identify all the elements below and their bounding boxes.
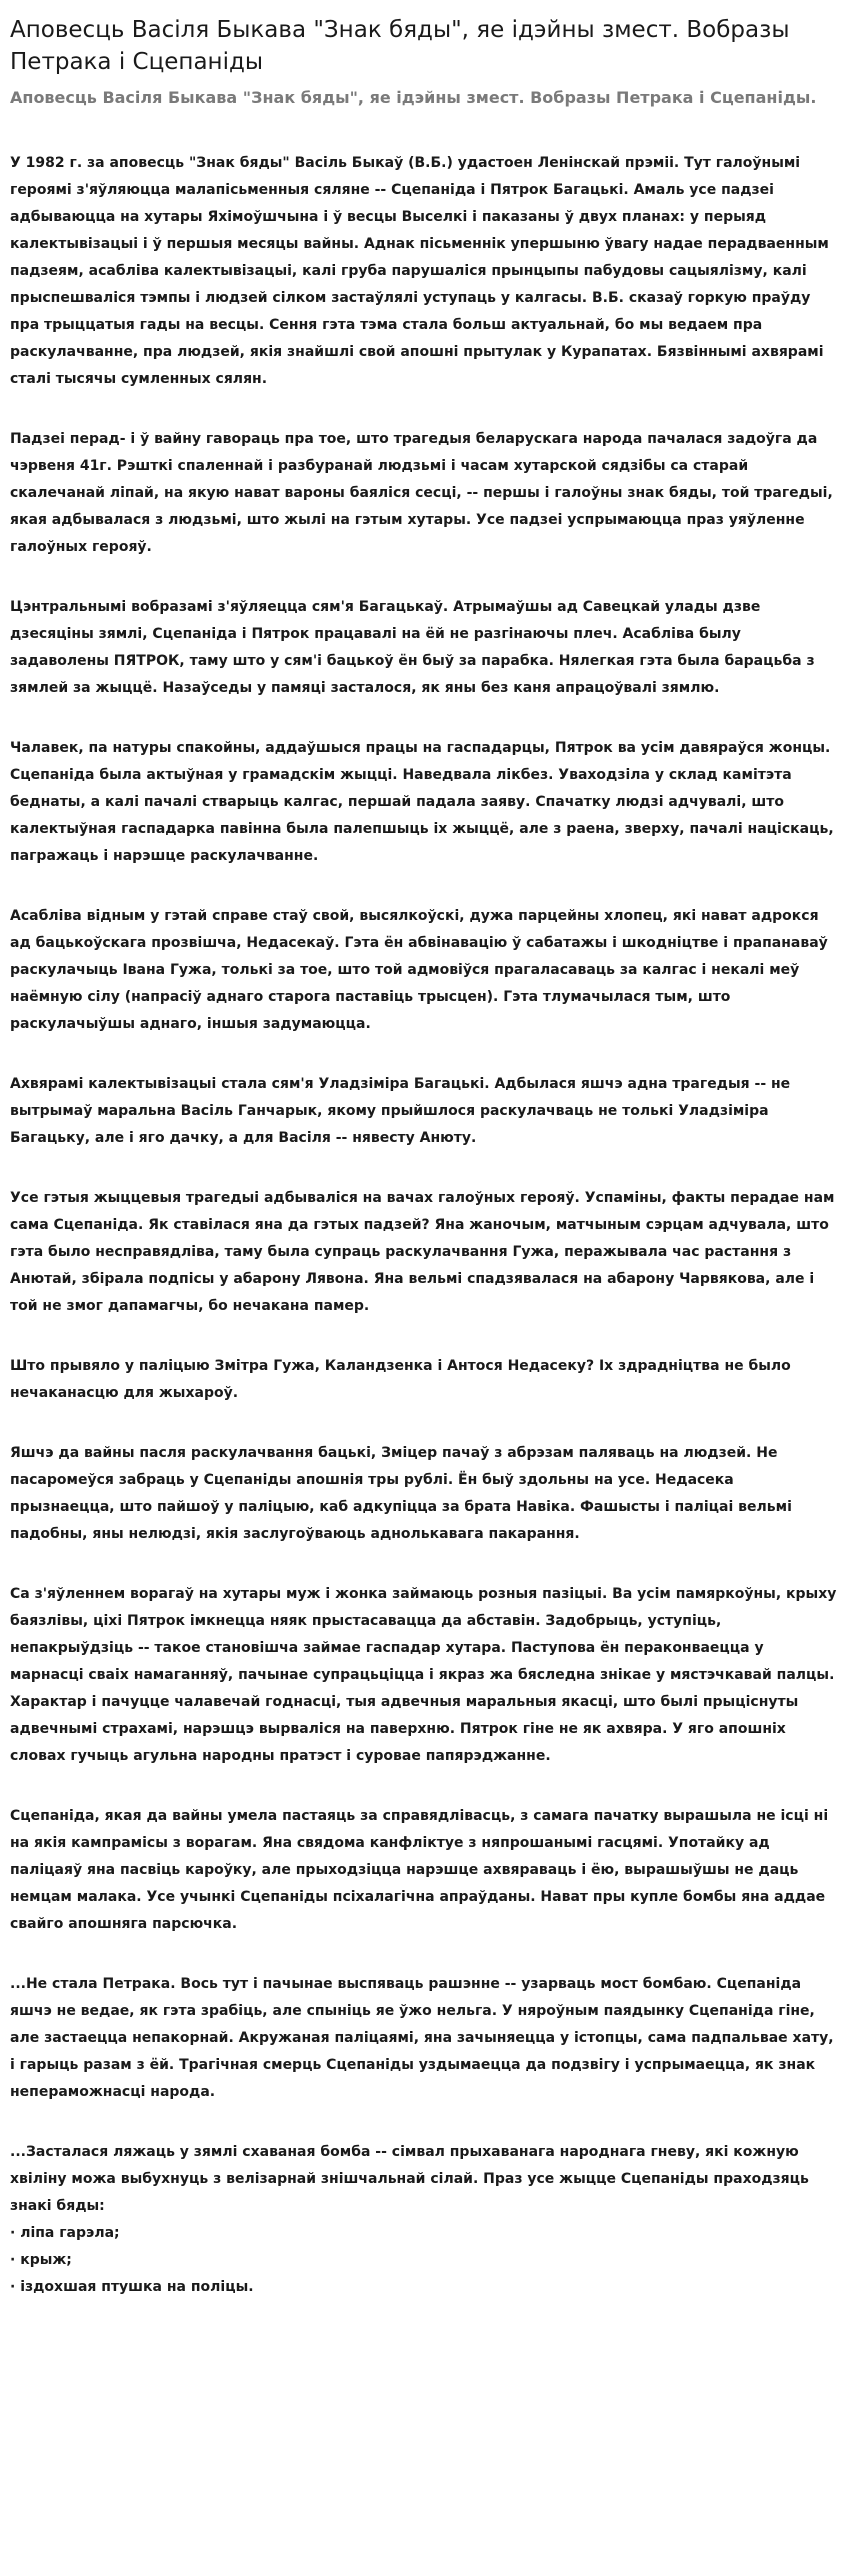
page-title: Аповесць Васіля Быкава "Знак бяды", яе ідэйны змест. Вобразы Петрака і Сцепаніды: [10, 17, 790, 75]
paragraph-13: [10, 2139, 837, 2301]
sign-item: · ліпа гарэла;: [10, 2225, 120, 2241]
paragraph-12: ...Не стала Петрака. Вось тут і пачынае выспяваць рашэнне -- узарваць мост бомбаю. Сцепаніда яшчэ не ведае, як гэта зрабіць, але спыніць яе ўжо нельга. У няроўным паядынку Сцепаніда гіне, але застаецца непакорнай. Акружаная паліцаямі, яна зачыняецца у істопцы, сама падпальвае хату, і гарыць разам з ёй. Трагічная смерць Сцепаніды уздымаецца да подзвігу і успрымаецца, як знак непераможнасці народа.: [10, 1976, 834, 2100]
paragraph-11: Сцепаніда, якая да вайны умела пастаяць за справядлівасць, з самага пачатку вырашыла не ісці ні на якія кампрамісы з ворагам. Яна свядома канфліктуе з няпрошанымі гасцямі. Употайку ад паліцаяў яна пасвіць кароўку, але прыходзіцца нарэшце ахвяраваць і ёю, вырашыўшы не даць немцам малака. Усе учынкі Сцепаніды псіхалагічна апраўданы. Нават пры купле бомбы яна аддае свайго апошняга парсючка.: [10, 1808, 829, 1932]
paragraph-6: Ахвярамі калектывізацыі стала сям'я Уладзіміра Багацькі. Адбылася яшчэ адна трагедыя -- не вытрымаў маральна Васіль Ганчарык, якому прыйшлося раскулачваць не толькі Уладзіміра Багацьку, але і яго дачку, а для Васіля -- нявесту Анюту.: [10, 1076, 791, 1146]
page-subtitle: Аповесць Васіля Быкава "Знак бяды", яе ідэйны змест. Вобразы Петрака і Сцепаніды.: [10, 88, 817, 107]
paragraph-10: Са з'яўленнем ворагаў на хутары муж і жонка займаюць розныя пазіцыі. Ва усім памяркоўны, крыху баязлівы, ціхі Пятрок імкнецца няяк прыстасавацца да абставін. Задобрыць, уступіць, непакрыўдзіць -- такое становішча займае гаспадар хутара. Паступова ён пераконваецца у марнасці сваіх намаганняў, пачынае супрацьціцца і якраз жа бяследна знікае у мястэчкавай палцы. Характар і пачуцце чалавечай годнасці, тыя адвечныя маральныя якасці, што былі прыціснуты адвечнымі страхамі, нарэшцэ вырваліся на паверхню. Пятрок гіне не як ахвяра. У яго апошніх словах гучыць агульна народны пратэст і суровае папярэджанне.: [10, 1586, 837, 1764]
paragraph-3: Цэнтральнымі вобразамі з'яўляецца сям'я Багацькаў. Атрымаўшы ад Савецкай улады дзве дзесяціны зямлі, Сцепаніда і Пятрок працавалі на ёй не разгінаючы плеч. Асабліва былу задаволены ПЯТРОК, таму што у сям'і бацькоў ён быў за парабка. Нялегкая гэта была барацьба з зямлей за жыццё. Назаўседы у памяці засталося, як яны без каня апрацоўвалі зямлю.: [10, 599, 815, 696]
sign-item: · крыж;: [10, 2252, 72, 2268]
paragraph-1: У 1982 г. за аповесць "Знак бяды" Васіль Быкаў (В.Б.) удастоен Ленінскай прэміі. Тут галоўнымі героямі з'яўляюцца малапісьменныя сяляне -- Сцепаніда і Пятрок Багацькі. Амаль усе падзеі адбываюцца на хутары Яхімоўшчына і ў весцы Выселкі і паказаны ў двух планах: у перыяд калектывізацыі і ў першыя месяцы вайны. Аднак пісьменнік упершыню ўвагу надае перадваенным падзеям, асабліва калектывізацыі, калі груба парушаліся прынцыпы пабудовы сацыялізму, калі прыспешваліся тэмпы і людзей сілком застаўлялі уступаць у калгасы. В.Б. сказаў горкую праўду пра трыццатыя гады на весцы. Сення гэта тэма стала больш актуальнай, бо мы ведаем пра раскулачванне, пра людзей, якія знайшлі свой апошні прытулак у Курапатах. Бязвіннымі ахвярамі сталі тысячы сумленных сялян.: [10, 155, 829, 387]
paragraph-5: Асабліва відным у гэтай справе стаў свой, высялкоўскі, дужа парцейны хлопец, які нават адрокся ад бацькоўскага прозвішча, Недасекаў. Гэта ён абвінавацію ў сабатажы і шкодніцтве і прапанаваў раскулачыць Івана Гужа, толькі за тое, што той адмовіўся прагаласаваць за калгас і некалі меў наёмную сілу (напрасіў аднаго старога паставіць трысцен). Гэта тлумачылася тым, што раскулачыўшы аднаго, іншыя задумаюцца.: [10, 908, 828, 1032]
paragraph-4: Чалавек, па натуры спакойны, аддаўшыся працы на гаспадарцы, Пятрок ва усім давяраўся жонцы. Сцепаніда была актыўная у грамадскім жыцці. Наведвала лікбез. Уваходзіла у склад камітэта беднаты, а калі пачалі стварыць калгас, першай падала заяву. Спачатку людзі адчувалі, што калектыўная гаспадарка павінна была палепшыць іх жыццё, але з раена, зверху, пачалі націскаць, пагражаць і нарэшце раскулачванне.: [10, 740, 834, 864]
paragraph-13-text: ...Засталася ляжаць у зямлі схаваная бомба -- сімвал прыхаванага народнага гневу, які кожную хвіліну можа выбухнуць з велізарнай знішчальнай сілай. Праз усе жыцце Сцепаніды праходзяць знакі бяды:: [10, 2144, 809, 2214]
sign-item: · іздохшая птушка на поліцы.: [10, 2279, 254, 2295]
article-body: [10, 150, 837, 2301]
paragraph-2: Падзеі перад- і ў вайну гавораць пра тое, што трагедыя беларускага народа пачалася задоўга да чэрвеня 41г. Рэшткі спаленнай і разбуранай людзьмі і часам хутарской сядзібы са старай скалечанай ліпай, на якую нават вароны баяліся сесці, -- першы і галоўны знак бяды, той трагедыі, якая адбывалася з людзьмі, што жылі на гэтым хутары. Усе падзеі успрымаюцца праз уяўленне галоўных герояў.: [10, 431, 833, 555]
paragraph-7: Усе гэтыя жыццевыя трагедыі адбываліся на вачах галоўных герояў. Успаміны, факты перадае нам сама Сцепаніда. Як ставілася яна да гэтых падзей? Яна жаночым, матчыным сэрцам адчувала, што гэта было несправядліва, таму была супраць раскулачвання Гужа, перажывала час растання з Анютай, збірала подпісы у абарону Лявона. Яна вельмі спадзявалася на абарону Чарвякова, але і той не змог дапамагчы, бо нечакана памер.: [10, 1190, 835, 1314]
paragraph-9: Яшчэ да вайны пасля раскулачвання бацькі, Зміцер пачаў з абрэзам паляваць на людзей. Не пасаромеўся забраць у Сцепаніды апошнія тры рублі. Ён быў здольны на усе. Недасека прызнаецца, што пайшоў у паліцыю, каб адкупіцца за брата Навіка. Фашысты і паліцаі вельмі падобны, яны нелюдзі, якія заслугоўваюць аднолькавага пакарання.: [10, 1445, 792, 1542]
paragraph-8: Што прывяло у паліцыю Змітра Гужа, Каландзенка і Антося Недасеку? Іх здрадніцтва не было нечаканасцю для жыхароў.: [10, 1358, 791, 1401]
